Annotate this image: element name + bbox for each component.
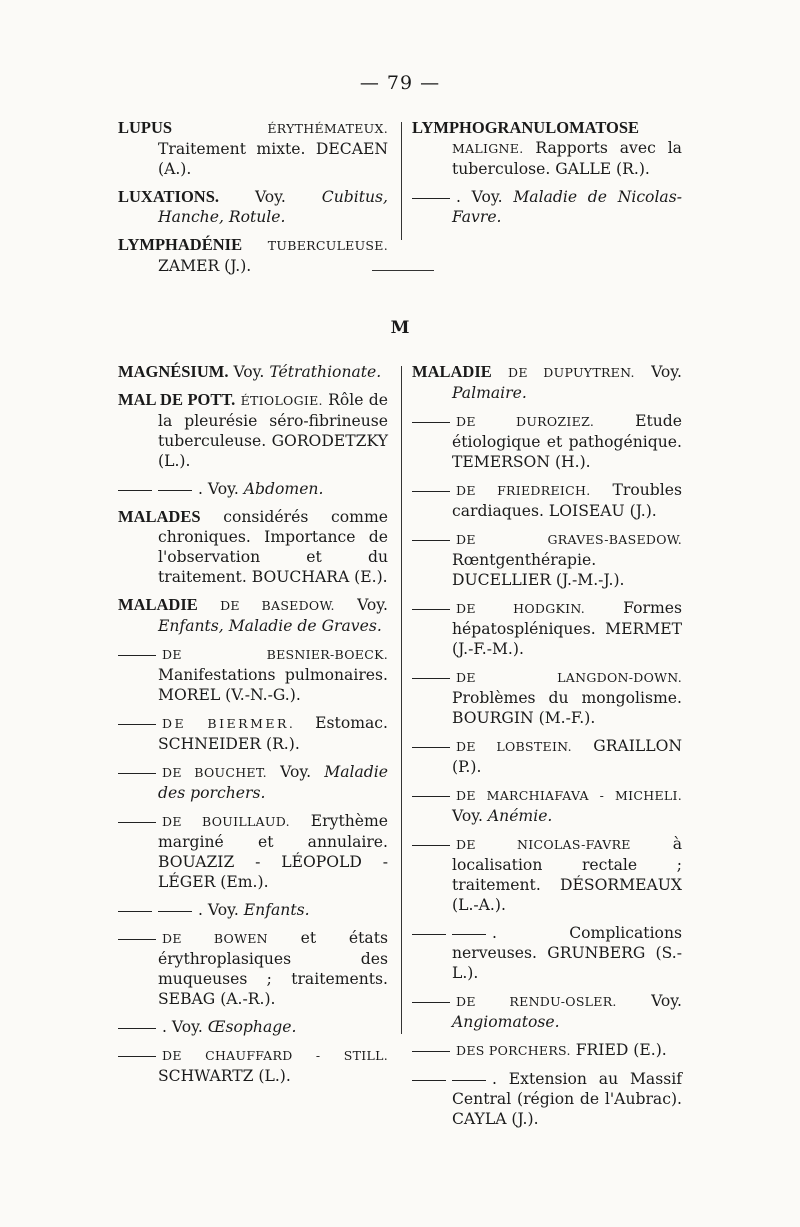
entry-hodgkin: DE HODGKIN. Formes hépatospléniques. MERMET (J.-F.-M.).: [412, 598, 682, 659]
entry-nicolas-favre: DE NICOLAS-FAVRE à localisation rectale ; traitement. DÉSORMEAUX (L.-A.).: [412, 834, 682, 915]
entry-des-porchers: DES PORCHERS. FRIED (E.).: [412, 1040, 682, 1061]
entry-lobstein: DE LOBSTEIN. GRAILLON (P.).: [412, 736, 682, 777]
entry-marchiafava-micheli: DE MARCHIAFAVA - MICHELI. Voy. Anémie.: [412, 785, 682, 826]
entry-graves-basedow: DE GRAVES-BASEDOW. Rœntgenthérapie. DUCELLIER (J.-M.-J.).: [412, 529, 682, 590]
entry-biermer: DE BIERMER. Estomac. SCHNEIDER (R.).: [118, 713, 388, 754]
column-divider: [401, 122, 402, 240]
section-letter: M: [390, 318, 410, 338]
entry-bouillaud: DE BOUILLAUD. Erythème marginé et annulaire. BOUAZIZ - LÉOPOLD - LÉGER (Em.).: [118, 811, 388, 892]
entry-lymphogranulomatose-voy: . Voy. Maladie de Nicolas-Favre.: [412, 187, 682, 227]
entry-malades: MALADES considérés comme chroniques. Importance de l'observation et du traitement. BOUCHARA (E.).: [118, 507, 388, 586]
entry-lupus: LUPUS ÉRYTHÉMATEUX. Traitement mixte. DECAEN (A.).: [118, 118, 388, 178]
entry-magnesium: MAGNÉSIUM. Voy. Tétrathionate.: [118, 362, 382, 381]
column-right: [412, 362, 682, 1137]
column-left: [118, 118, 388, 284]
entry-bowen: DE BOWEN et états érythroplasiques des muqueuses ; traitements. SEBAG (A.-R.).: [118, 928, 388, 1009]
entry-bowen-voy: . Voy. Œsophage.: [118, 1017, 388, 1037]
entry-friedreich: DE FRIEDREICH. Troubles cardiaques. LOISEAU (J.).: [412, 480, 682, 521]
entry-nicolas-favre-complications: . Complications nerveuses. GRUNBERG (S.-L.).: [412, 923, 682, 983]
entry-mal-de-pott: MAL DE POTT. ÉTIOLOGIE. Rôle de la pleurésie séro-fibrineuse tuberculeuse. GORODETZKY (L.).: [118, 390, 388, 470]
section-separator: [372, 270, 434, 271]
entry-des-porchers-extension: . Extension au Massif Central (région de l'Aubrac). CAYLA (J.).: [412, 1069, 682, 1129]
entry-bouchet: DE BOUCHET. Voy. Maladie des porchers.: [118, 762, 388, 803]
column-left: [118, 362, 388, 1094]
page-number: — 79 —: [359, 72, 441, 94]
section-m-entries: [118, 362, 683, 1128]
entry-langdon-down: DE LANGDON-DOWN. Problèmes du mongolisme. BOURGIN (M.-F.).: [412, 667, 682, 728]
column-right: [412, 118, 682, 235]
entry-lymphogranulomatose: LYMPHOGRANULOMATOSE MALIGNE. Rapports avec la tuberculose. GALLE (R.).: [412, 118, 682, 178]
entry-lymphadenie: LYMPHADÉNIE TUBERCULEUSE. ZAMER (J.).: [118, 235, 388, 275]
entry-chauffard-still: DE CHAUFFARD - STILL. SCHWARTZ (L.).: [118, 1045, 388, 1086]
entry-dupuytren: MALADIE DE DUPUYTREN. Voy. Palmaire.: [412, 362, 682, 402]
column-divider: [401, 366, 402, 1034]
entry-rendu-osler: DE RENDU-OSLER. Voy. Angiomatose.: [412, 991, 682, 1032]
entry-mal-de-pott-voy: . Voy. Abdomen.: [118, 479, 388, 499]
entry-luxations: LUXATIONS. Voy. Cubitus, Hanche, Rotule.: [118, 187, 388, 226]
entry-besnier-boeck: DE BESNIER-BOECK. Manifestations pulmonaires. MOREL (V.-N.-G.).: [118, 644, 388, 705]
entry-duroziez: DE DUROZIEZ. Etude étiologique et pathogénique. TEMERSON (H.).: [412, 411, 682, 472]
entry-bouillaud-voy: . Voy. Enfants.: [118, 900, 388, 920]
section-l-entries: [118, 118, 683, 275]
entry-maladie-basedow: MALADIE DE BASEDOW. Voy. Enfants, Maladie de Graves.: [118, 595, 388, 635]
